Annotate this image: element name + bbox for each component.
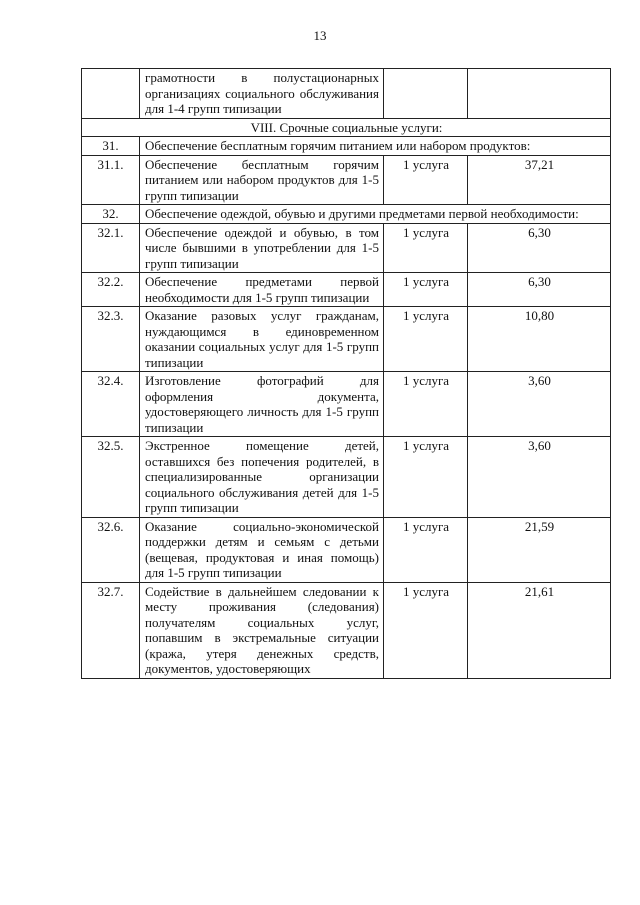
tariff-table [81,68,611,679]
row-unit: 1 услуга [384,582,468,678]
table-row [82,273,611,307]
row-price: 37,21 [468,155,611,205]
row-number: 32.3. [82,307,140,372]
row-number: 32.7. [82,582,140,678]
row-unit: 1 услуга [384,372,468,437]
row-number: 32.1. [82,223,140,273]
table-row [82,582,611,678]
cell-unit [384,69,468,119]
row-price: 21,59 [468,517,611,582]
page-number: 13 [313,28,327,43]
row-unit: 1 услуга [384,517,468,582]
cell-text: грамотности в полустационарных организациях социального обслуживания для 1-4 групп типизации [140,69,384,119]
row-number: 31.1. [82,155,140,205]
row-number: 32.4. [82,372,140,437]
row-unit: 1 услуга [384,307,468,372]
row-number: 32.5. [82,437,140,518]
row-price: 10,80 [468,307,611,372]
row-price: 3,60 [468,372,611,437]
table-row [82,205,611,224]
row-number: 32.2. [82,273,140,307]
cell-price [468,69,611,119]
table-row [82,155,611,205]
row-description: Содействие в дальнейшем следовании к месту проживания (следования) получателям социальных услуг, попавшим в экстремальные ситуации (кража, утеря денежных средств, документов, удостоверяющих [140,582,384,678]
row-price: 6,30 [468,223,611,273]
row-description: Изготовление фотографий для оформления документа, удостоверяющего личность для 1-5 групп типизации [140,372,384,437]
table-row [82,372,611,437]
table-row [82,517,611,582]
row-price: 21,61 [468,582,611,678]
row-price: 3,60 [468,437,611,518]
row-unit: 1 услуга [384,273,468,307]
row-number: 31. [82,137,140,156]
table-body [82,69,611,679]
row-description: Оказание социально-экономической поддержки детям и семьям с детьми (вещевая, продуктовая и иная помощь) для 1-5 групп типизации [140,517,384,582]
cell-num [82,69,140,119]
row-unit: 1 услуга [384,437,468,518]
section-header-row [82,118,611,137]
row-number: 32. [82,205,140,224]
row-description: Обеспечение предметами первой необходимости для 1-5 групп типизации [140,273,384,307]
row-price: 6,30 [468,273,611,307]
table-row [82,307,611,372]
row-unit: 1 услуга [384,155,468,205]
section-title: VIII. Срочные социальные услуги: [82,118,611,137]
row-description: Обеспечение бесплатным горячим питанием или набором продуктов: [140,137,611,156]
table-row [82,137,611,156]
row-description: Экстренное помещение детей, оставшихся без попечения родителей, в специализированные организации социального обслуживания детей для 1-5 групп типизации [140,437,384,518]
table-row-continuation [82,69,611,119]
row-description: Обеспечение бесплатным горячим питанием или набором продуктов для 1-5 групп типизации [140,155,384,205]
row-description: Обеспечение одеждой, обувью и другими предметами первой необходимости: [140,205,611,224]
row-number: 32.6. [82,517,140,582]
table-row [82,223,611,273]
table-row [82,437,611,518]
row-description: Оказание разовых услуг гражданам, нуждающимся в единовременном оказании социальных услуг для 1-5 групп типизации [140,307,384,372]
row-unit: 1 услуга [384,223,468,273]
row-description: Обеспечение одеждой и обувью, в том числе бывшими в употреблении для 1-5 групп типизации [140,223,384,273]
